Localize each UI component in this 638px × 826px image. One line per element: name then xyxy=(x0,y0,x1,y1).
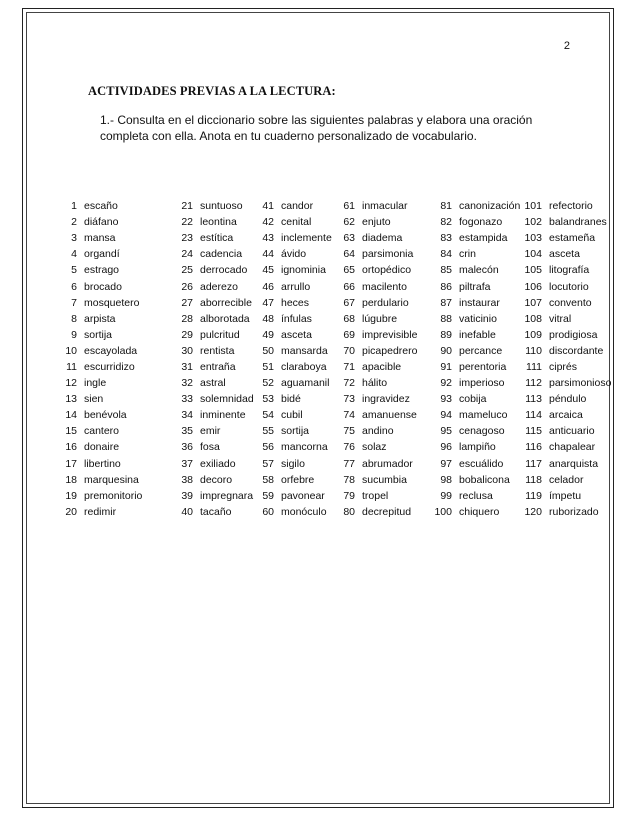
vocabulary-word: cenital xyxy=(281,216,312,229)
vocabulary-word: escurridizo xyxy=(84,360,135,373)
word-number: 71 xyxy=(343,360,355,373)
word-number: 97 xyxy=(440,457,452,470)
word-number: 18 xyxy=(65,473,77,486)
word-number: 4 xyxy=(71,248,77,261)
vocabulary-word: aborrecible xyxy=(200,296,252,309)
table-row xyxy=(58,262,615,278)
vocabulary-word: emir xyxy=(200,425,221,438)
word-number: 22 xyxy=(181,216,193,229)
table-row xyxy=(58,295,615,311)
vocabulary-word: premonitorio xyxy=(84,489,143,502)
table-row xyxy=(58,488,615,504)
vocabulary-word: imperioso xyxy=(459,377,505,390)
vocabulary-word: escaño xyxy=(84,200,118,213)
vocabulary-word: andino xyxy=(362,425,394,438)
word-number: 115 xyxy=(525,425,542,438)
word-number: 79 xyxy=(343,489,355,502)
word-number: 100 xyxy=(434,505,452,518)
vocabulary-word: macilento xyxy=(362,280,407,293)
vocabulary-word: péndulo xyxy=(549,393,587,406)
vocabulary-word: pulcritud xyxy=(200,328,240,341)
word-number: 44 xyxy=(262,248,274,261)
vocabulary-word: alborotada xyxy=(200,312,250,325)
vocabulary-word: discordante xyxy=(549,344,604,357)
word-number: 67 xyxy=(343,296,355,309)
word-number: 98 xyxy=(440,473,452,486)
word-number: 13 xyxy=(65,393,77,406)
vocabulary-word: impregnara xyxy=(200,489,254,502)
vocabulary-word: prodigiosa xyxy=(549,328,598,341)
word-number: 69 xyxy=(343,328,355,341)
table-row xyxy=(58,327,615,343)
vocabulary-word: celador xyxy=(549,473,584,486)
vocabulary-word: convento xyxy=(549,296,592,309)
vocabulary-word: mancorna xyxy=(281,441,328,454)
table-row xyxy=(58,456,615,472)
word-number: 106 xyxy=(524,280,542,293)
word-number: 26 xyxy=(181,280,193,293)
vocabulary-word: estameña xyxy=(549,232,596,245)
word-number: 53 xyxy=(262,393,274,406)
vocabulary-word: tropel xyxy=(362,489,389,502)
instruction-line-2: completa con ella. Anota en tu cuaderno personalizado de vocabulario. xyxy=(100,129,477,143)
word-number: 49 xyxy=(262,328,274,341)
word-number: 63 xyxy=(343,232,355,245)
vocabulary-word: mansarda xyxy=(281,344,328,357)
word-number: 117 xyxy=(525,457,542,470)
word-number: 62 xyxy=(343,216,355,229)
word-number: 81 xyxy=(440,200,452,213)
vocabulary-word: derrocado xyxy=(200,264,248,277)
section-heading: ACTIVIDADES PREVIAS A LA LECTURA: xyxy=(88,84,336,98)
word-number: 110 xyxy=(525,344,542,357)
vocabulary-word: balandranes xyxy=(549,216,607,229)
vocabulary-word: picapedrero xyxy=(362,344,418,357)
word-number: 108 xyxy=(524,312,542,325)
vocabulary-word: ingravidez xyxy=(362,393,410,406)
word-number: 19 xyxy=(65,489,77,502)
word-number: 50 xyxy=(262,344,274,357)
word-number: 46 xyxy=(262,280,274,293)
vocabulary-word: crin xyxy=(459,248,476,261)
vocabulary-word: marquesina xyxy=(84,473,139,486)
vocabulary-word: ingle xyxy=(84,377,107,390)
word-number: 77 xyxy=(343,457,355,470)
word-number: 120 xyxy=(524,505,542,518)
vocabulary-word: asceta xyxy=(281,328,312,341)
instruction-text xyxy=(100,112,540,144)
word-number: 59 xyxy=(262,489,274,502)
vocabulary-word: mosquetero xyxy=(84,296,140,309)
vocabulary-table-body xyxy=(58,198,615,520)
word-number: 52 xyxy=(262,377,274,390)
word-number: 15 xyxy=(65,425,77,438)
vocabulary-word: exiliado xyxy=(200,457,236,470)
vocabulary-table xyxy=(58,198,615,520)
vocabulary-word: donaire xyxy=(84,441,120,454)
word-number: 35 xyxy=(181,425,193,438)
word-number: 45 xyxy=(262,264,274,277)
vocabulary-word: claraboya xyxy=(281,360,327,373)
vocabulary-word: bidé xyxy=(281,393,301,406)
vocabulary-word: fogonazo xyxy=(459,216,503,229)
word-number: 107 xyxy=(524,296,542,309)
word-number: 2 xyxy=(71,216,77,229)
vocabulary-word: arrullo xyxy=(281,280,311,293)
word-number: 30 xyxy=(181,344,193,357)
vocabulary-word: suntuoso xyxy=(200,200,243,213)
word-number: 95 xyxy=(440,425,452,438)
word-number: 21 xyxy=(181,200,193,213)
vocabulary-word: enjuto xyxy=(362,216,391,229)
vocabulary-word: chapalear xyxy=(549,441,596,454)
vocabulary-word: hálito xyxy=(362,377,388,390)
vocabulary-word: lampiño xyxy=(459,441,496,454)
vocabulary-word: arcaica xyxy=(549,409,583,422)
vocabulary-word: cantero xyxy=(84,425,120,438)
vocabulary-word: ruborizado xyxy=(549,505,599,518)
word-number: 112 xyxy=(525,377,542,390)
table-row xyxy=(58,214,615,230)
vocabulary-word: vaticinio xyxy=(459,312,497,325)
vocabulary-word: inmacular xyxy=(362,200,408,213)
vocabulary-word: locutorio xyxy=(549,280,589,293)
word-number: 113 xyxy=(525,393,542,406)
vocabulary-word: heces xyxy=(281,296,310,309)
word-number: 24 xyxy=(181,248,193,261)
vocabulary-word: mansa xyxy=(84,232,116,245)
vocabulary-word: amanuense xyxy=(362,409,417,422)
word-number: 101 xyxy=(524,200,542,213)
vocabulary-word: redimir xyxy=(84,505,117,518)
word-number: 32 xyxy=(181,377,193,390)
vocabulary-word: percance xyxy=(459,344,503,357)
vocabulary-word: vitral xyxy=(549,312,572,325)
word-number: 82 xyxy=(440,216,452,229)
word-number: 103 xyxy=(524,232,542,245)
table-row xyxy=(58,246,615,262)
word-number: 58 xyxy=(262,473,274,486)
table-row xyxy=(58,423,615,439)
table-row xyxy=(58,375,615,391)
word-number: 72 xyxy=(343,377,355,390)
word-number: 75 xyxy=(343,425,355,438)
word-number: 47 xyxy=(262,296,274,309)
vocabulary-word: sortija xyxy=(84,328,113,341)
word-number: 42 xyxy=(262,216,274,229)
word-number: 31 xyxy=(181,360,193,373)
word-number: 40 xyxy=(181,505,193,518)
word-number: 64 xyxy=(343,248,355,261)
word-number: 96 xyxy=(440,441,452,454)
word-number: 99 xyxy=(440,489,452,502)
word-number: 6 xyxy=(71,280,77,293)
word-number: 56 xyxy=(262,441,274,454)
table-row xyxy=(58,504,615,520)
vocabulary-word: benévola xyxy=(84,409,127,422)
vocabulary-word: ignominia xyxy=(281,264,326,277)
vocabulary-word: leontina xyxy=(200,216,237,229)
vocabulary-word: parsimonioso xyxy=(549,377,612,390)
vocabulary-word: sucumbia xyxy=(362,473,407,486)
word-number: 27 xyxy=(181,296,193,309)
word-number: 91 xyxy=(440,360,452,373)
word-number: 76 xyxy=(343,441,355,454)
vocabulary-word: chiquero xyxy=(459,505,500,518)
table-row xyxy=(58,407,615,423)
word-number: 48 xyxy=(262,312,274,325)
word-number: 28 xyxy=(181,312,193,325)
vocabulary-word: sortija xyxy=(281,425,310,438)
word-number: 70 xyxy=(343,344,355,357)
word-number: 109 xyxy=(524,328,542,341)
vocabulary-word: lúgubre xyxy=(362,312,398,325)
page-number: 2 xyxy=(563,40,570,52)
word-number: 25 xyxy=(181,264,193,277)
word-number: 83 xyxy=(440,232,452,245)
vocabulary-word: parsimonia xyxy=(362,248,414,261)
word-number: 102 xyxy=(524,216,542,229)
vocabulary-word: escayolada xyxy=(84,344,138,357)
word-number: 36 xyxy=(181,441,193,454)
vocabulary-word: brocado xyxy=(84,280,122,293)
word-number: 93 xyxy=(440,393,452,406)
vocabulary-word: estítica xyxy=(200,232,234,245)
vocabulary-word: escuálido xyxy=(459,457,504,470)
word-number: 54 xyxy=(262,409,274,422)
word-number: 5 xyxy=(71,264,77,277)
vocabulary-word: organdí xyxy=(84,248,120,261)
table-row xyxy=(58,198,615,214)
word-number: 80 xyxy=(343,505,355,518)
vocabulary-word: aderezo xyxy=(200,280,238,293)
table-row xyxy=(58,391,615,407)
word-number: 29 xyxy=(181,328,193,341)
vocabulary-word: entraña xyxy=(200,360,236,373)
vocabulary-word: anarquista xyxy=(549,457,599,470)
vocabulary-word: cenagoso xyxy=(459,425,505,438)
word-number: 66 xyxy=(343,280,355,293)
vocabulary-word: cubil xyxy=(281,409,303,422)
vocabulary-word: reclusa xyxy=(459,489,493,502)
vocabulary-word: fosa xyxy=(200,441,220,454)
vocabulary-word: pavonear xyxy=(281,489,325,502)
vocabulary-word: tacaño xyxy=(200,505,232,518)
word-number: 60 xyxy=(262,505,274,518)
word-number: 51 xyxy=(262,360,274,373)
word-number: 78 xyxy=(343,473,355,486)
vocabulary-word: sigilo xyxy=(281,457,305,470)
vocabulary-word: ímpetu xyxy=(549,489,582,502)
vocabulary-word: refectorio xyxy=(549,200,593,213)
table-row xyxy=(58,343,615,359)
vocabulary-word: diáfano xyxy=(84,216,119,229)
vocabulary-word: asceta xyxy=(549,248,580,261)
vocabulary-word: inclemente xyxy=(281,232,332,245)
vocabulary-word: solaz xyxy=(362,441,387,454)
vocabulary-word: perentoria xyxy=(459,360,507,373)
vocabulary-word: solemnidad xyxy=(200,393,254,406)
word-number: 89 xyxy=(440,328,452,341)
vocabulary-word: inminente xyxy=(200,409,246,422)
word-number: 74 xyxy=(343,409,355,422)
word-number: 118 xyxy=(525,473,542,486)
word-number: 7 xyxy=(71,296,77,309)
vocabulary-word: cadencia xyxy=(200,248,243,261)
vocabulary-word: piltrafa xyxy=(459,280,491,293)
word-number: 34 xyxy=(181,409,193,422)
word-number: 38 xyxy=(181,473,193,486)
word-number: 57 xyxy=(262,457,274,470)
vocabulary-word: ortopédico xyxy=(362,264,412,277)
vocabulary-word: sien xyxy=(84,393,104,406)
word-number: 73 xyxy=(343,393,355,406)
word-number: 8 xyxy=(71,312,77,325)
word-number: 92 xyxy=(440,377,452,390)
word-number: 114 xyxy=(525,409,542,422)
word-number: 9 xyxy=(71,328,77,341)
word-number: 33 xyxy=(181,393,193,406)
word-number: 55 xyxy=(262,425,274,438)
vocabulary-word: decoro xyxy=(200,473,233,486)
vocabulary-word: bobalicona xyxy=(459,473,510,486)
word-number: 3 xyxy=(71,232,77,245)
word-number: 20 xyxy=(65,505,77,518)
vocabulary-word: perdulario xyxy=(362,296,409,309)
word-number: 94 xyxy=(440,409,452,422)
vocabulary-word: diadema xyxy=(362,232,403,245)
vocabulary-word: instaurar xyxy=(459,296,500,309)
word-number: 61 xyxy=(343,200,355,213)
table-row xyxy=(58,230,615,246)
vocabulary-word: abrumador xyxy=(362,457,413,470)
vocabulary-word: libertino xyxy=(84,457,121,470)
word-number: 88 xyxy=(440,312,452,325)
vocabulary-word: astral xyxy=(200,377,226,390)
word-number: 111 xyxy=(526,360,542,373)
vocabulary-word: arpista xyxy=(84,312,116,325)
word-number: 65 xyxy=(343,264,355,277)
vocabulary-word: monóculo xyxy=(281,505,327,518)
vocabulary-word: estrago xyxy=(84,264,120,277)
word-number: 104 xyxy=(524,248,542,261)
word-number: 10 xyxy=(65,344,77,357)
word-number: 105 xyxy=(524,264,542,277)
vocabulary-word: orfebre xyxy=(281,473,315,486)
table-row xyxy=(58,439,615,455)
vocabulary-word: ciprés xyxy=(549,360,578,373)
vocabulary-word: ínfulas xyxy=(281,312,312,325)
vocabulary-word: malecón xyxy=(459,264,499,277)
vocabulary-word: decrepitud xyxy=(362,505,412,518)
vocabulary-word: canonización xyxy=(459,200,521,213)
word-number: 16 xyxy=(65,441,77,454)
word-number: 116 xyxy=(525,441,542,454)
word-number: 84 xyxy=(440,248,452,261)
vocabulary-word: litografía xyxy=(549,264,590,277)
word-number: 39 xyxy=(181,489,193,502)
vocabulary-word: imprevisible xyxy=(362,328,418,341)
vocabulary-word: apacible xyxy=(362,360,402,373)
table-row xyxy=(58,278,615,294)
word-number: 85 xyxy=(440,264,452,277)
vocabulary-word: inefable xyxy=(459,328,496,341)
vocabulary-word: mameluco xyxy=(459,409,508,422)
vocabulary-word: candor xyxy=(281,200,314,213)
word-number: 90 xyxy=(440,344,452,357)
instruction-line-1: 1.- Consulta en el diccionario sobre las siguientes palabras y elabora una oración xyxy=(100,113,533,127)
word-number: 68 xyxy=(343,312,355,325)
word-number: 12 xyxy=(65,377,77,390)
word-number: 23 xyxy=(181,232,193,245)
word-number: 119 xyxy=(525,489,542,502)
word-number: 14 xyxy=(65,409,77,422)
word-number: 87 xyxy=(440,296,452,309)
word-number: 86 xyxy=(440,280,452,293)
vocabulary-word: rentista xyxy=(200,344,235,357)
vocabulary-word: ávido xyxy=(281,248,307,261)
vocabulary-word: anticuario xyxy=(549,425,595,438)
word-number: 17 xyxy=(65,457,77,470)
vocabulary-word: estampida xyxy=(459,232,508,245)
word-number: 43 xyxy=(262,232,274,245)
table-row xyxy=(58,311,615,327)
vocabulary-word: cobija xyxy=(459,393,487,406)
table-row xyxy=(58,472,615,488)
vocabulary-word: aguamanil xyxy=(281,377,330,390)
word-number: 1 xyxy=(71,200,77,213)
word-number: 11 xyxy=(66,360,77,373)
word-number: 41 xyxy=(262,200,274,213)
table-row xyxy=(58,359,615,375)
word-number: 37 xyxy=(181,457,193,470)
